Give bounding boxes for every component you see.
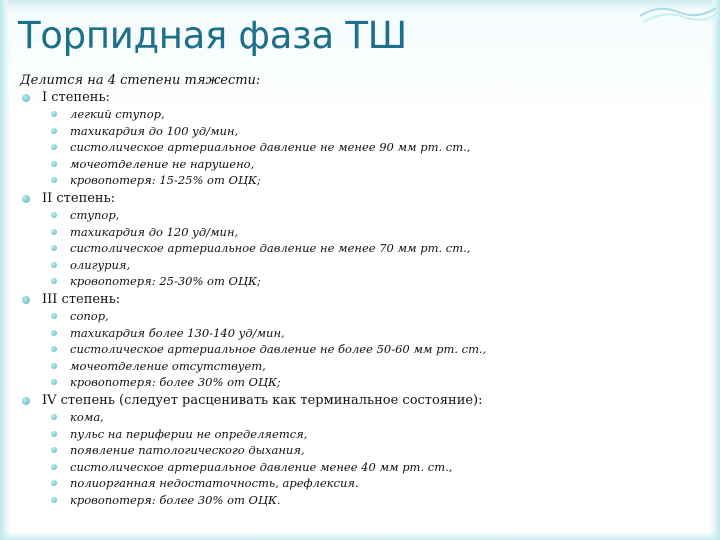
criterion-text: кома, <box>70 409 104 424</box>
bullet-icon <box>51 144 57 150</box>
criterion-item <box>42 409 720 426</box>
bullet-icon <box>51 379 57 385</box>
slide-title: Торпидная фаза ТШ <box>18 14 407 57</box>
criterion-item <box>42 459 720 476</box>
criterion-text: сопор, <box>70 308 109 323</box>
bullet-icon <box>51 229 57 235</box>
criterion-item <box>42 224 720 241</box>
criterion-text: кровопотеря: 25-30% от ОЦК; <box>70 274 261 289</box>
severity-level-label: II степень: <box>42 190 116 206</box>
bullet-icon <box>51 245 57 251</box>
left-frame-border <box>0 0 10 540</box>
criterion-text: кровопотеря: более 30% от ОЦК. <box>70 492 281 507</box>
criterion-text: тахикардия до 120 уд/мин, <box>70 224 239 239</box>
severity-criteria-list <box>42 106 700 189</box>
criterion-item <box>42 240 720 257</box>
severity-levels-list <box>20 89 700 508</box>
criterion-item <box>42 172 720 189</box>
criterion-text: полиорганная недостаточность, арефлексия. <box>70 476 359 491</box>
criterion-text: систолическое артериальное давление не более 50-60 мм рт. ст., <box>70 342 487 357</box>
severity-criteria-list <box>42 308 700 391</box>
criterion-text: олигурия, <box>70 257 131 272</box>
bottom-frame-border <box>0 532 720 540</box>
criterion-item <box>42 257 720 274</box>
bullet-icon <box>51 111 57 117</box>
criterion-text: мочеотделение отсутствует, <box>70 358 266 373</box>
bullet-icon <box>51 262 57 268</box>
severity-level-label: III степень: <box>42 291 121 307</box>
severity-level-item <box>20 190 700 290</box>
criterion-item <box>42 308 720 325</box>
criterion-item <box>42 475 720 492</box>
bullet-icon <box>51 346 57 352</box>
criterion-item <box>42 106 720 123</box>
slide-content <box>20 72 700 509</box>
bullet-icon <box>22 195 30 203</box>
criterion-text: кровопотеря: более 30% от ОЦК; <box>70 375 281 390</box>
severity-level-label: IV степень (следует расценивать как терминальное состояние): <box>42 392 483 408</box>
bullet-icon <box>51 128 57 134</box>
criterion-item <box>42 273 720 290</box>
criterion-item <box>42 123 720 140</box>
criterion-text: систолическое артериальное давление не менее 70 мм рт. ст., <box>70 241 471 256</box>
bullet-icon <box>22 296 30 304</box>
bullet-icon <box>51 330 57 336</box>
criterion-text: кровопотеря: 15-25% от ОЦК; <box>70 173 261 188</box>
bullet-icon <box>51 447 57 453</box>
criterion-text: ступор, <box>70 207 120 222</box>
top-frame-band <box>0 0 720 10</box>
bullet-icon <box>51 177 57 183</box>
criterion-text: пульс на периферии не определяется, <box>70 426 308 441</box>
severity-level-item <box>20 291 700 391</box>
criterion-item <box>42 374 720 391</box>
bullet-icon <box>22 94 30 102</box>
severity-criteria-list <box>42 409 700 509</box>
bullet-icon <box>51 161 57 167</box>
severity-level-item <box>20 89 700 189</box>
criterion-text: появление патологического дыхания, <box>70 443 305 458</box>
bullet-icon <box>51 431 57 437</box>
criterion-item <box>42 139 720 156</box>
bullet-icon <box>22 397 30 405</box>
corner-wave-decoration <box>640 2 716 24</box>
bullet-icon <box>51 464 57 470</box>
bullet-icon <box>51 278 57 284</box>
severity-level-item <box>20 392 700 509</box>
criterion-item <box>42 207 720 224</box>
criterion-text: тахикардия до 100 уд/мин, <box>70 123 239 138</box>
criterion-text: систолическое артериальное давление не менее 90 мм рт. ст., <box>70 140 471 155</box>
bullet-icon <box>51 212 57 218</box>
bullet-icon <box>51 497 57 503</box>
criterion-text: тахикардия более 130-140 уд/мин, <box>70 325 285 340</box>
criterion-text: легкий ступор, <box>70 107 165 121</box>
criterion-item <box>42 492 720 509</box>
criterion-text: мочеотделение не нарушено, <box>70 156 255 171</box>
criterion-item <box>42 325 720 342</box>
severity-level-label: I степень: <box>42 90 110 105</box>
bullet-icon <box>51 480 57 486</box>
criterion-item <box>42 341 720 358</box>
bullet-icon <box>51 313 57 319</box>
criterion-item <box>42 442 720 459</box>
intro-text: Делится на 4 степени тяжести: <box>20 73 261 88</box>
criterion-text: систолическое артериальное давление менее 40 мм рт. ст., <box>70 459 453 474</box>
criterion-item <box>42 156 720 173</box>
criterion-item <box>42 358 720 375</box>
severity-criteria-list <box>42 207 700 290</box>
criterion-item <box>42 426 720 443</box>
bullet-icon <box>51 414 57 420</box>
bullet-icon <box>51 363 57 369</box>
